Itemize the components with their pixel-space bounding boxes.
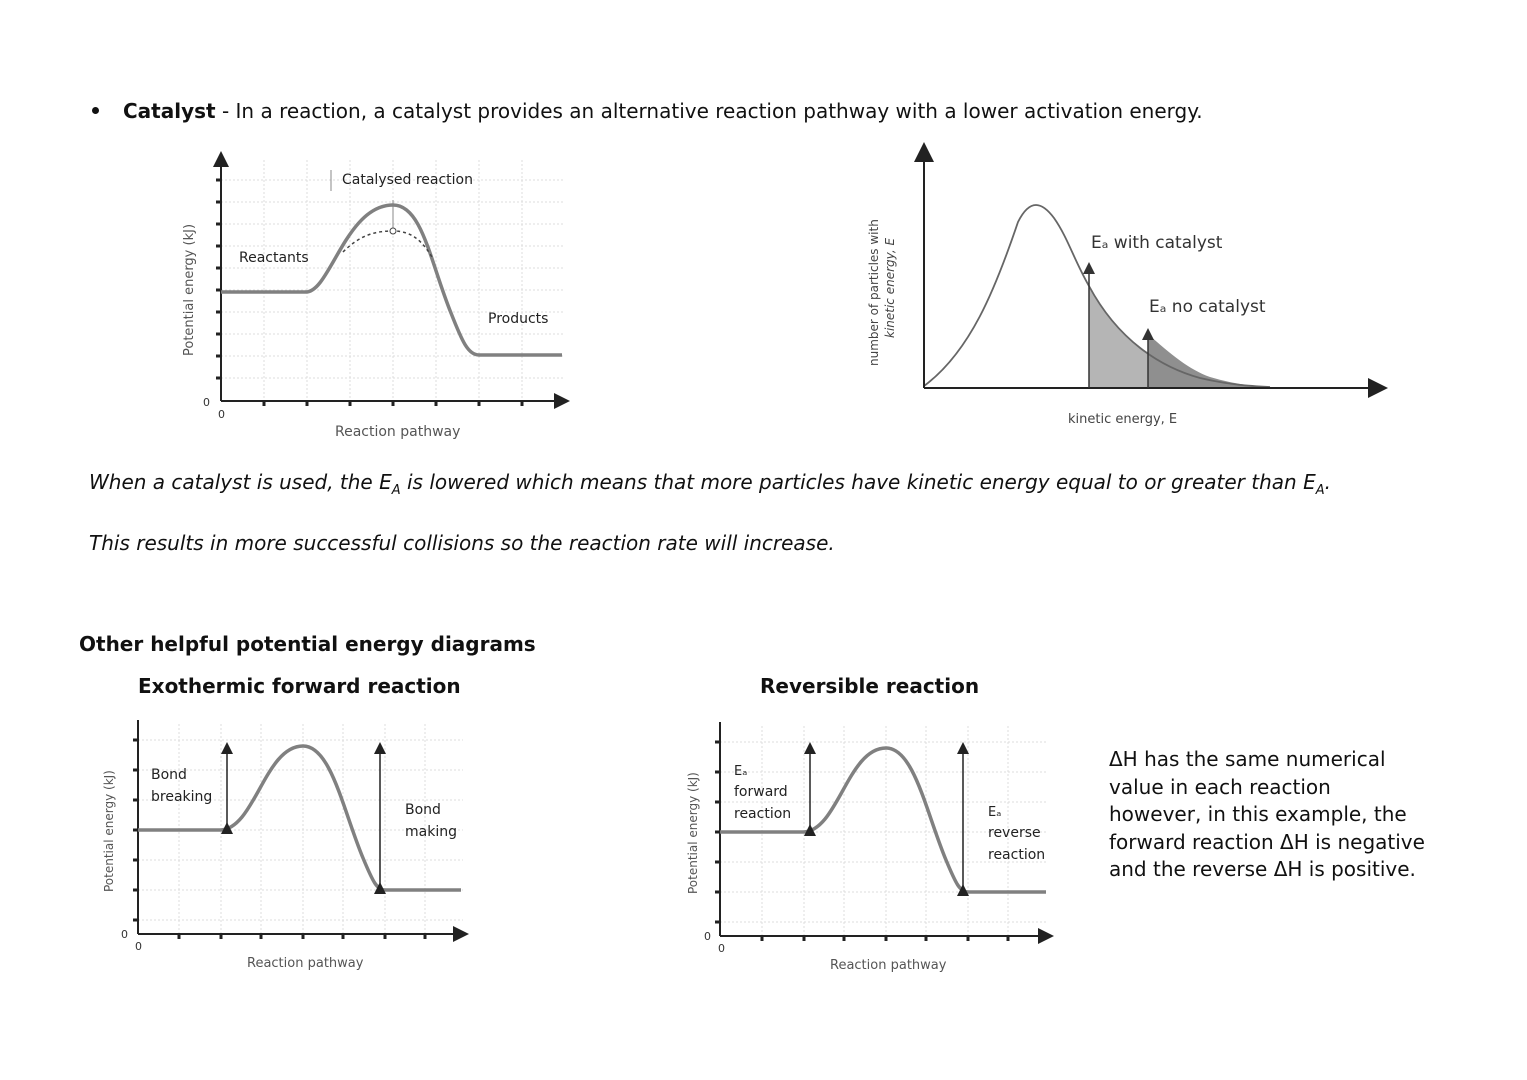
- forward-label: forward: [734, 784, 788, 800]
- delta-h-note: ΔH has the same numerical value in each reaction however, in this example, the forward reaction ΔH is negative and the reverse ΔH is positive.: [1109, 747, 1425, 881]
- y-axis-label: Potential energy (kJ): [102, 770, 116, 892]
- x-origin-label: 0: [135, 940, 142, 953]
- exothermic-profile-chart: [95, 712, 475, 977]
- reversible-title: Reversible reaction: [760, 674, 980, 698]
- grid: [221, 160, 565, 400]
- ea-with-catalyst-label: Eₐ with catalyst: [1091, 233, 1223, 253]
- explanation-sub-a: A: [391, 483, 401, 498]
- ea-forward-label: Eₐ: [734, 764, 748, 779]
- catalyst-explanation-2: This results in more successful collisions so the reaction rate will increase.: [89, 531, 835, 555]
- x-axis-label: Reaction pathway: [247, 956, 364, 971]
- bond-label-2: Bond: [405, 802, 441, 818]
- reaction-label-2: reaction: [988, 847, 1046, 863]
- y-origin-label: 0: [704, 930, 711, 943]
- catalyst-energy-profile-chart: [170, 145, 580, 445]
- catalyst-term: Catalyst: [123, 99, 216, 123]
- reversible-profile-chart: [680, 714, 1060, 979]
- explanation-prefix: When a catalyst is used, the E: [89, 470, 392, 494]
- explanation-mid: is lowered which means that more particles have kinetic energy equal to or greater than E: [400, 470, 1316, 494]
- x-axis-label: kinetic energy, E: [1068, 412, 1178, 427]
- exothermic-title: Exothermic forward reaction: [138, 674, 461, 698]
- explanation-end: .: [1324, 470, 1331, 494]
- products-label: Products: [488, 311, 549, 327]
- making-label: making: [405, 824, 457, 840]
- explanation-sub-a2: A: [1315, 483, 1325, 498]
- x-axis-label: Reaction pathway: [335, 424, 461, 440]
- reverse-label: reverse: [988, 825, 1041, 841]
- reaction-label-1: reaction: [734, 806, 792, 822]
- x-origin-label: 0: [218, 408, 225, 421]
- reactants-label: Reactants: [239, 250, 309, 266]
- x-axis-label: Reaction pathway: [830, 958, 947, 973]
- other-diagrams-heading: Other helpful potential energy diagrams: [79, 632, 536, 656]
- breaking-label: breaking: [151, 789, 213, 805]
- catalyst-definition: - In a reaction, a catalyst provides an alternative reaction pathway with a lower activation energy.: [215, 99, 1203, 123]
- y-axis-label-line2: kinetic energy, E: [883, 237, 897, 338]
- y-axis-label: Potential energy (kJ): [182, 223, 197, 356]
- peak-point: [390, 228, 396, 234]
- catalyst-explanation-1: [89, 470, 1331, 498]
- y-axis-label-line1: number of particles with: [867, 219, 881, 366]
- ea-reverse-label: Eₐ: [988, 805, 1002, 820]
- catalysed-reaction-label: Catalysed reaction: [342, 172, 473, 188]
- bullet-dot: [92, 107, 99, 114]
- y-axis-label: Potential energy (kJ): [686, 772, 700, 894]
- bond-label-1: Bond: [151, 767, 187, 783]
- ea-no-catalyst-label: Eₐ no catalyst: [1149, 297, 1266, 317]
- catalyst-bullet: [92, 99, 1203, 123]
- energy-distribution-chart: [860, 140, 1400, 440]
- y-origin-label: 0: [121, 928, 128, 941]
- uncatalysed-curve: [221, 205, 562, 355]
- catalysed-curve: [343, 231, 432, 257]
- y-origin-label: 0: [203, 396, 210, 409]
- x-origin-label: 0: [718, 942, 725, 955]
